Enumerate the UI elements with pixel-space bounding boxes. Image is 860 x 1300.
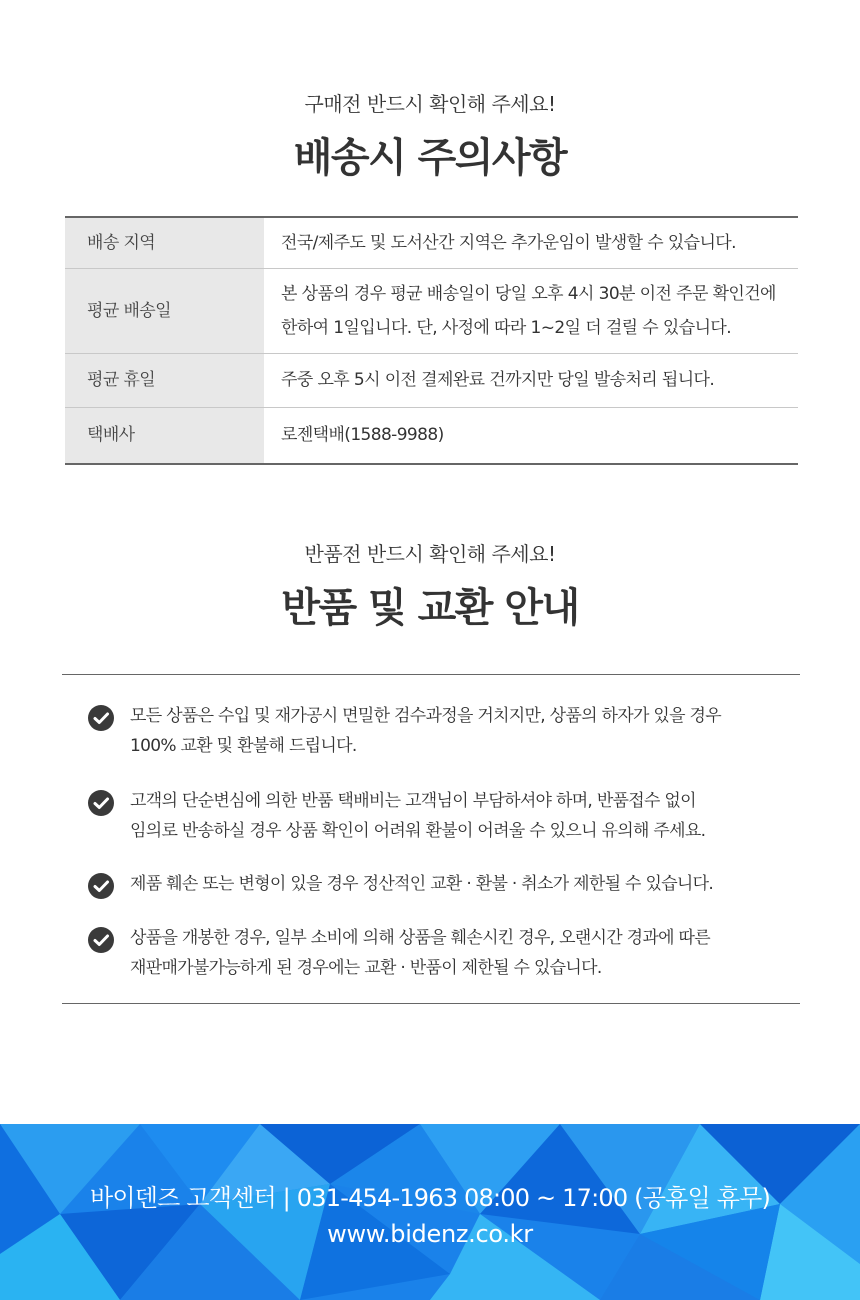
returns-title: 반품 및 교환 안내 xyxy=(281,585,579,631)
notice-line: 100% 교환 및 환불해 드립니다. xyxy=(130,736,357,756)
row-label: 택배사 xyxy=(65,407,264,464)
returns-notice-list xyxy=(62,674,800,1004)
table-row xyxy=(65,407,798,464)
row-value: 본 상품의 경우 평균 배송일이 당일 오후 4시 30분 이전 주문 확인건에 한하여 1일입니다. 단, 사정에 따라 1~2일 더 걸릴 수 있습니다. xyxy=(264,268,798,353)
row-value: 전국/제주도 및 도서산간 지역은 추가운임이 발생할 수 있습니다. xyxy=(281,232,736,253)
notice-line: 임의로 반송하실 경우 상품 확인이 어려워 환불이 어려울 수 있으니 유의해 주세요. xyxy=(130,821,706,841)
table-row xyxy=(65,353,798,407)
shipping-subtitle: 구매전 반드시 확인해 주세요! xyxy=(304,92,556,116)
table-row xyxy=(65,217,798,268)
notice-text xyxy=(130,923,800,983)
returns-subtitle: 반품전 반드시 확인해 주세요! xyxy=(304,542,556,566)
row-label: 배송 지역 xyxy=(65,217,264,268)
customer-center-contact: 바이덴즈 고객센터 | 031-454-1963 08:00 ~ 17:00 (공휴일 휴무) xyxy=(89,1184,771,1212)
row-value: 주중 오후 5시 이전 결제완료 건까지만 당일 발송처리 됩니다. xyxy=(264,353,798,407)
notice-line: 고객의 단순변심에 의한 반품 택배비는 고객님이 부담하셔야 하며, 반품접수 없이 xyxy=(130,791,696,811)
row-label: 평균 휴일 xyxy=(65,353,264,407)
customer-center-footer xyxy=(0,1124,860,1300)
shipping-info-table xyxy=(65,216,798,465)
table-row xyxy=(65,268,798,353)
check-circle-icon xyxy=(88,705,114,731)
notice-line: 모든 상품은 수입 및 재가공시 면밀한 검수과정을 거치지만, 상품의 하자가 있을 경우 xyxy=(130,706,721,726)
row-value: 로젠택배(1588-9988) xyxy=(264,407,798,464)
notice-line: 재판매가불가능하게 된 경우에는 교환 · 반품이 제한될 수 있습니다. xyxy=(130,958,602,978)
notice-line: 제품 훼손 또는 변형이 있을 경우 정산적인 교환 · 환불 · 취소가 제한될 수 있습니다. xyxy=(130,874,714,894)
website-link[interactable]: www.bidenz.co.kr xyxy=(327,1220,533,1248)
notice-line: 상품을 개봉한 경우, 일부 소비에 의해 상품을 훼손시킨 경우, 오랜시간 경과에 따른 xyxy=(130,928,710,948)
shipping-title: 배송시 주의사항 xyxy=(293,135,567,181)
check-circle-icon xyxy=(88,927,114,953)
notice-text xyxy=(130,786,800,846)
check-circle-icon xyxy=(88,873,114,899)
notice-text xyxy=(130,869,800,899)
check-circle-icon xyxy=(88,790,114,816)
row-label: 평균 배송일 xyxy=(65,268,264,353)
notice-text xyxy=(130,701,800,761)
